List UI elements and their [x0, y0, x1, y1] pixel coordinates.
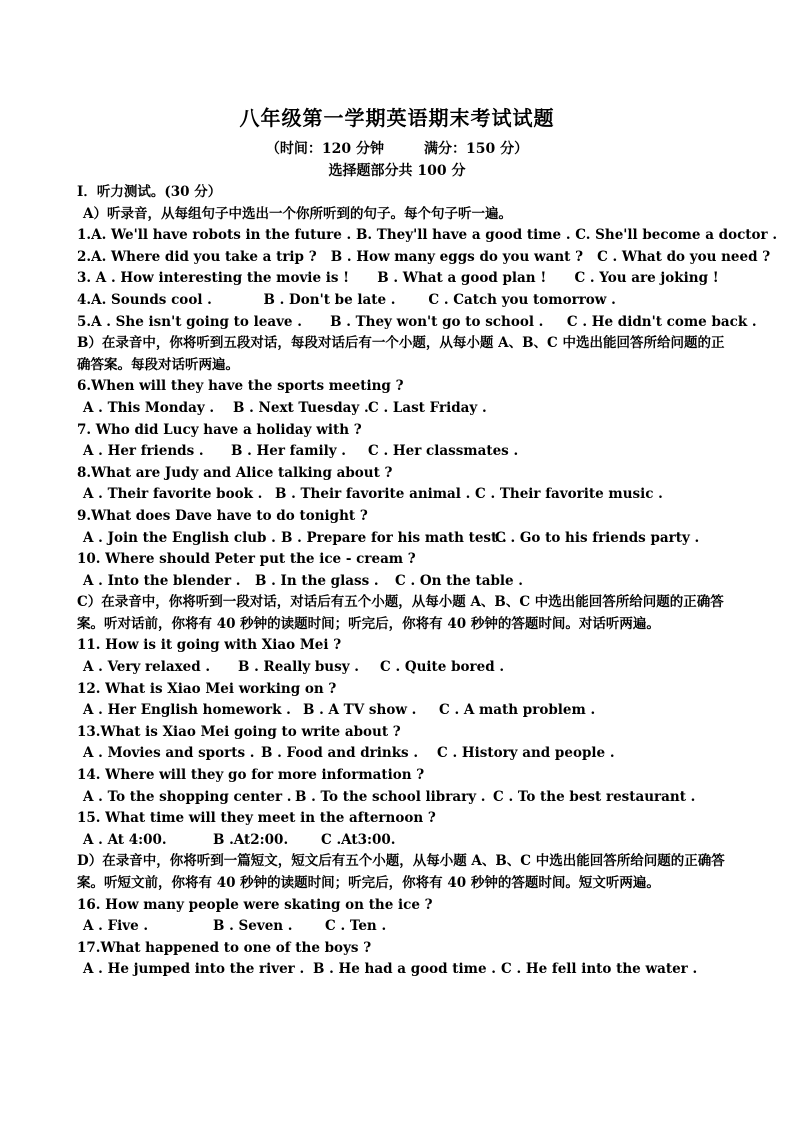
page-title: 八年级第一学期英语期末考试试题 — [239, 106, 555, 130]
question-prompt: 15. What time will they meet in the afternoon ? — [77, 810, 436, 827]
answer-options — [77, 441, 727, 463]
option-a[interactable]: A . Into the blender . — [83, 572, 241, 589]
option-b[interactable]: B .At2:00. — [213, 831, 289, 848]
answer-options — [77, 484, 727, 506]
option-c[interactable]: C . A math problem . — [439, 702, 596, 719]
question-prompt: 9.What does Dave have to do tonight ? — [77, 507, 368, 524]
option-c[interactable]: C . Their favorite music . — [475, 486, 663, 503]
answer-options — [77, 571, 727, 593]
section-heading: I．听力测试。(30 分） — [77, 184, 222, 200]
exam-meta — [0, 138, 794, 158]
option-b[interactable]: B . Seven . — [213, 918, 293, 935]
option-b[interactable]: B . In the glass . — [255, 572, 379, 589]
option-a[interactable]: A . Her friends . — [83, 443, 204, 460]
section-b-items — [77, 376, 727, 592]
option-a[interactable]: A . At 4:00. — [83, 831, 167, 848]
option-b[interactable]: B . Food and drinks . — [261, 745, 419, 762]
option-c[interactable]: C . He fell into the water . — [501, 961, 698, 978]
option-b[interactable]: B . To the school library . — [295, 788, 486, 805]
option-c[interactable]: C . Ten . — [325, 918, 387, 935]
option-a[interactable]: A . Join the English club . — [83, 529, 276, 546]
option-c[interactable]: C . Last Friday . — [368, 399, 487, 416]
question-prompt: 6.When will they have the sports meeting ? — [77, 378, 404, 395]
answer-options — [77, 916, 727, 938]
question-prompt: 17.What happened to one of the boys ? — [77, 939, 372, 956]
answer-options — [77, 657, 727, 679]
exam-content — [77, 182, 778, 981]
time-limit: （时间：120 分钟 — [265, 141, 384, 157]
option-b[interactable]: B . He had a good time . — [313, 961, 496, 978]
option-c[interactable]: C . To the best restaurant . — [493, 788, 696, 805]
option-b[interactable]: B . A TV show . — [303, 702, 417, 719]
option-a[interactable]: A . This Monday . — [83, 399, 215, 416]
part-label: 选择题部分共 100 分 — [328, 163, 466, 179]
section-c-items — [77, 635, 727, 851]
question-1: 1.A. We'll have robots in the future . B. They'll have a good time . C. She'll become a doctor . — [77, 227, 778, 244]
question-prompt: 12. What is Xiao Mei working on ? — [77, 680, 337, 697]
answer-options — [77, 700, 727, 722]
answer-options — [77, 743, 727, 765]
option-c[interactable]: C . History and people . — [437, 745, 615, 762]
section-d-intro: D）在录音中，你将听到一篇短文，短文后有五个小题，从每小题 A、B、C 中选出能回答所给问题的正确答案。听短文前，你将有 40 秒钟的读题时间；听完后，你将有 40 秒钟的答题时间。短文听两遍。 — [77, 853, 725, 891]
question-prompt: 13.What is Xiao Mei going to write about ? — [77, 723, 401, 740]
option-c[interactable]: C . On the table . — [395, 572, 523, 589]
question-prompt: 11. How is it going with Xiao Mei ? — [77, 637, 342, 654]
option-a[interactable]: A . Her English homework . — [83, 702, 291, 719]
section-b-intro: B）在录音中，你将听到五段对话，每段对话后有一个小题，从每小题 A、B、C 中选出能回答所给问题的正确答案。每段对话听两遍。 — [77, 335, 725, 373]
answer-options — [77, 959, 727, 981]
option-b[interactable]: B . Prepare for his math test . — [281, 529, 507, 546]
question-2: 2.A. Where did you take a trip ? B . How many eggs do you want ? C . What do you need ? — [77, 248, 771, 265]
question-prompt: 14. Where will they go for more information ? — [77, 767, 425, 784]
option-a[interactable]: A . Movies and sports . — [83, 745, 255, 762]
answer-options — [77, 398, 727, 420]
option-c[interactable]: C . Quite bored . — [380, 659, 505, 676]
question-prompt: 16. How many people were skating on the ice ? — [77, 896, 433, 913]
question-prompt: 8.What are Judy and Alice talking about ? — [77, 464, 393, 481]
option-b[interactable]: B . Her family . — [231, 443, 347, 460]
question-5: 5.A . She isn't going to leave . B . They won't go to school . C . He didn't come back . — [77, 313, 757, 330]
answer-options — [77, 787, 727, 809]
question-prompt: 10. Where should Peter put the ice - cream ? — [77, 551, 416, 568]
section-a-items — [77, 225, 778, 333]
option-c[interactable]: C .At3:00. — [321, 831, 396, 848]
section-a-intro: A）听录音，从每组句子中选出一个你所听到的句子。每个句子听一遍。 — [83, 205, 512, 222]
total-score: 满分：150 分） — [424, 141, 529, 157]
option-a[interactable]: A . Five . — [83, 918, 149, 935]
question-prompt: 7. Who did Lucy have a holiday with ? — [77, 421, 362, 438]
answer-options — [77, 830, 727, 852]
question-3: 3. A . How interesting the movie is ! B . What a good plan ! C . You are joking ! — [77, 270, 719, 287]
option-a[interactable]: A . He jumped into the river . — [83, 961, 305, 978]
option-b[interactable]: B . Next Tuesday . — [233, 399, 369, 416]
option-c[interactable]: C . Her classmates . — [368, 443, 519, 460]
question-4: 4.A. Sounds cool . B . Don't be late . C . Catch you tomorrow . — [77, 291, 616, 308]
option-a[interactable]: A . Their favorite book . — [83, 486, 263, 503]
section-d-items — [77, 895, 727, 981]
option-a[interactable]: A . Very relaxed . — [83, 659, 211, 676]
option-a[interactable]: A . To the shopping center . — [83, 788, 292, 805]
option-b[interactable]: B . Really busy . — [238, 659, 359, 676]
option-c[interactable]: C . Go to his friends party . — [495, 529, 700, 546]
section-c-intro: C）在录音中，你将听到一段对话，对话后有五个小题，从每小题 A、B、C 中选出能回答所给问题的正确答案。听对话前，你将有 40 秒钟的读题时间；听完后，你将有 40 秒钟的答题时间。对话听两遍。 — [77, 594, 724, 632]
answer-options — [77, 528, 727, 550]
option-b[interactable]: B . Their favorite animal . — [275, 486, 471, 503]
